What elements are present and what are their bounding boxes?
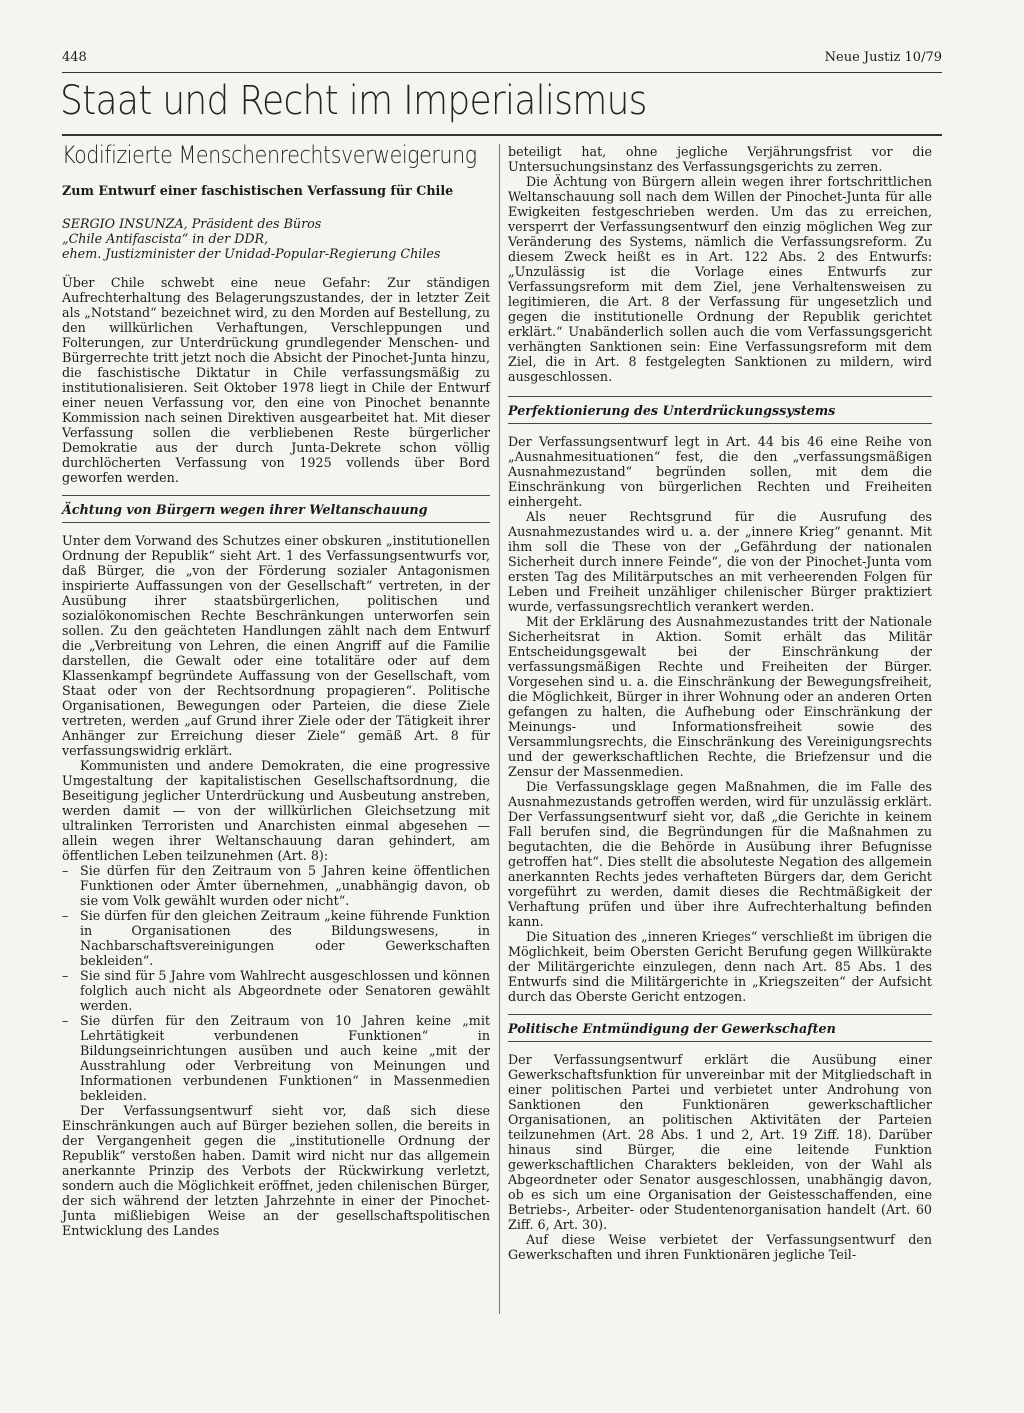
article-title: Kodifizierte Menschenrechtsverweigerung (62, 141, 477, 169)
paragraph: Mit der Erklärung des Ausnahmezustandes tritt der Nationale Sicherheitsrat in Aktion. Somit erhält das Militär Entscheidungsgewalt bei der Einschränkung der verfassungsmäßigen Rechte und Freiheiten der Bürger. Vorgesehen sind u. a. die Einschränkung der Bewegungsfreiheit, die Möglichkeit, Bürger in ihrer Wohnung oder an anderen Orten gefangen zu halten, die Aufhebung oder Einschränkung der Meinungs- und Informationsfreiheit sowie des Versammlungsrechts, die Einschränkung des Vereinigungsrechts und der gewerkschaftlichen Rechte, die Briefzensur und die Zensur der Massenmedien. (508, 614, 932, 779)
sub-heading: Ächtung von Bürgern wegen ihrer Weltanschauung (62, 495, 490, 523)
paragraph: Unter dem Vorwand des Schutzes einer obskuren „institutionellen Ordnung der Republik“ sieht Art. 1 des Verfassungsentwurfs vor, daß Bürger, die „von der Förderung sozialer Antagonismen inspirierte Auffassungen von der Gesellschaft“ vertreten, in der Ausübung ihrer staatsbürgerlichen, politischen und sozialökonomischen Rechte Beschränkungen unterworfen sein sollen. Zu den geächteten Handlungen zählt nach dem Entwurf die „Verbreitung von Lehren, die einen Angriff auf die Familie darstellen, die Gewalt oder eine totalitäre oder auf dem Klassenkampf begründete Auffassung von der Gesellschaft, vom Staat oder von der Rechtsordnung propagieren“. Politische Organisationen, Bewegungen oder Parteien, die diese Ziele vertreten, werden „auf Grund ihrer Ziele oder der Tätigkeit ihrer Anhänger zur Erreichung dieser Ziele“ gemäß Art. 8 für verfassungswidrig erklärt. (62, 533, 490, 758)
article-subtitle: Zum Entwurf einer faschistischen Verfassung für Chile (62, 183, 454, 198)
paragraph: Auf diese Weise verbietet der Verfassungsentwurf den Gewerkschaften und ihren Funktionären jegliche Teil- (508, 1232, 932, 1262)
paragraph: Die Situation des „inneren Krieges“ verschließt im übrigen die Möglichkeit, beim Obersten Gericht Berufung gegen Willkürakte der Militärgerichte einzulegen, denn nach Art. 85 Abs. 1 des Entwurfs sind die Militärgerichte in „Kriegszeiten“ der Aufsicht durch das Oberste Gericht entzogen. (508, 929, 932, 1004)
list-item: – Sie dürfen für den Zeitraum von 5 Jahren keine öffentlichen Funktionen oder Ämter übernehmen, „unabhängig davon, ob sie vom Volk gewählt wurden oder nicht“. (62, 863, 490, 908)
column-right (508, 144, 932, 1262)
journal-issue: Neue Justiz 10/79 (824, 50, 942, 65)
paragraph: Die Ächtung von Bürgern allein wegen ihrer fortschrittlichen Weltanschauung soll nach dem Willen der Pinochet-Junta für alle Ewigkeiten festgeschrieben werden. Um das zu erreichen, versperrt der Verfassungsentwurf den einzig möglichen Weg zur Veränderung des Systems, nämlich die Verfassungsreform. Zu diesem Zweck heißt es in Art. 122 Abs. 2 des Entwurfs: „Unzulässig ist die Vorlage eines Entwurfs zur Verfassungsreform mit dem Ziel, jene Verhaltensweisen zu legitimieren, die Art. 8 der Verfassung für ungesetzlich und gegen die institutionelle Ordnung der Republik gerichtet erklärt.“ Unabänderlich sollen auch die vom Verfassungsgericht verhängten Sanktionen sein: Eine Verfassungsreform mit dem Ziel, die in Art. 8 festgelegten Sanktionen zu mildern, wird ausgeschlossen. (508, 174, 932, 384)
paragraph: beteiligt hat, ohne jegliche Verjährungsfrist vor die Untersuchungsinstanz des Verfassungsgerichts zu zerren. (508, 144, 932, 174)
column-left (62, 141, 490, 1238)
list-item: – Sie dürfen für den Zeitraum von 10 Jahren keine „mit Lehrtätigkeit verbundenen Funktionen“ in Bildungseinrichtungen ausüben und auch keine „mit der Ausstrahlung oder Verbreitung von Meinungen und Informationen verbundenen Funktionen“ in Massenmedien bekleiden. (62, 1013, 490, 1103)
sub-heading: Politische Entmündigung der Gewerkschaften (508, 1014, 932, 1042)
paragraph: Als neuer Rechtsgrund für die Ausrufung des Ausnahmezustandes wird u. a. der „innere Krieg“ genannt. Mit ihm soll die These von der „Gefährdung der nationalen Sicherheit durch innere Feinde“, die von der Pinochet-Junta vom ersten Tag des Militärputsches an mit verheerenden Folgen für Leben und Freiheit unzähliger chilenischer Bürger praktiziert wurde, verfassungsrechtlich verankert werden. (508, 509, 932, 614)
sub-heading: Perfektionierung des Unterdrückungssystems (508, 396, 932, 424)
list-item: – Sie sind für 5 Jahre vom Wahlrecht ausgeschlossen und können folglich auch nicht als Abgeordnete oder Senatoren gewählt werden. (62, 968, 490, 1013)
paragraph: Der Verfassungsentwurf legt in Art. 44 bis 46 eine Reihe von „Ausnahmesituationen“ fest, die den „verfassungsmäßigen Ausnahmezustand“ begründen sollen, mit dem die Einschränkung von bürgerlichen Rechten und Freiheiten einhergeht. (508, 434, 932, 509)
paragraph: Kommunisten und andere Demokraten, die eine progressive Umgestaltung der kapitalistischen Gesellschaftsordnung, die Beseitigung jeglicher Unterdrückung und Ausbeutung anstreben, werden damit — von der willkürlichen Gleichsetzung mit ultralinken Terroristen und Anarchisten einmal abgesehen — allein wegen ihrer Weltanschauung daran gehindert, am öffentlichen Leben teilzunehmen (Art. 8): (62, 758, 490, 863)
top-rule (62, 72, 942, 73)
title-rule (62, 134, 942, 136)
column-divider (499, 144, 500, 1314)
list-item: – Sie dürfen für den gleichen Zeitraum „keine führende Funktion in Organisationen des Bildungswesens, in Nachbarschaftsvereinigungen oder Gewerkschaften bekleiden“. (62, 908, 490, 968)
paragraph: Die Verfassungsklage gegen Maßnahmen, die im Falle des Ausnahmezustands getroffen werden, wird für unzulässig erklärt. Der Verfassungsentwurf sieht vor, daß „die Gerichte in keinem Fall berufen sind, die Begründungen für die Maßnahmen zu begutachten, die die Behörde in Ausübung ihrer Befugnisse getroffen hat“. Dies stellt die absoluteste Negation des allgemein anerkannten Rechts jedes verhafteten Bürgers dar, dem Gericht vorgeführt zu werden, damit dieses die Rechtmäßigkeit der Verhaftung prüfen und über ihre Aufrechterhaltung befinden kann. (508, 779, 932, 929)
paragraph: Der Verfassungsentwurf erklärt die Ausübung einer Gewerkschaftsfunktion für unvereinbar mit der Mitgliedschaft in einer politischen Partei und verbietet unter Androhung von Sanktionen den Funktionären gewerkschaftlicher Organisationen, an politischen Aktivitäten der Parteien teilzunehmen (Art. 28 Abs. 1 und 2, Art. 19 Ziff. 18). Darüber hinaus sind Bürger, die eine leitende Funktion gewerkschaftlichen Charakters bekleiden, von der Wahl als Abgeordneter oder Senator ausgeschlossen, unabhängig davon, ob es sich um eine Organisation der Geistesschaffenden, eine Betriebs-, Arbeiter- oder Studentenorganisation handelt (Art. 60 Ziff. 6, Art. 30). (508, 1052, 932, 1232)
author-line: ehem. Justizminister der Unidad-Popular-Regierung Chiles (62, 246, 441, 261)
author-block (62, 216, 490, 261)
author-line: SERGIO INSUNZA, Präsident des Büros (62, 216, 322, 231)
section-title: Staat und Recht im Imperialismus (60, 78, 647, 124)
page-number: 448 (62, 50, 87, 65)
paragraph: Der Verfassungsentwurf sieht vor, daß sich diese Einschränkungen auch auf Bürger beziehen sollen, die bereits in der Vergangenheit gegen die „institutionelle Ordnung der Republik“ verstoßen haben. Damit wird nicht nur das allgemein anerkannte Prinzip des Verbots der Rückwirkung verletzt, sondern auch die Möglichkeit eröffnet, jeden chilenischen Bürger, der sich während der letzten Jahrzehnte in einer der Pinochet-Junta mißliebigen Weise an der gesellschaftspolitischen Entwicklung des Landes (62, 1103, 490, 1238)
author-line: „Chile Antifascista“ in der DDR, (62, 231, 269, 246)
restriction-list (62, 863, 490, 1103)
intro-paragraph: Über Chile schwebt eine neue Gefahr: Zur ständigen Aufrechterhaltung des Belagerungszustandes, der in letzter Zeit als „Notstand“ bezeichnet wird, zu den Morden auf Bestellung, zu den willkürlichen Verhaftungen, Verschleppungen und Folterungen, zur Unterdrückung grundlegender Menschen- und Bürgerrechte tritt jetzt noch die Absicht der Pinochet-Junta hinzu, die faschistische Diktatur in Chile verfassungsmäßig zu institutionalisieren. Seit Oktober 1978 liegt in Chile der Entwurf einer neuen Verfassung vor, den eine von Pinochet benannte Kommission nach seinen Direktiven ausgearbeitet hat. Mit dieser Verfassung sollen die verbliebenen Reste bürgerlicher Demokratie aus der durch Junta-Dekrete schon völlig durchlöcherten Verfassung von 1925 vollends über Bord geworfen werden. (62, 275, 490, 485)
